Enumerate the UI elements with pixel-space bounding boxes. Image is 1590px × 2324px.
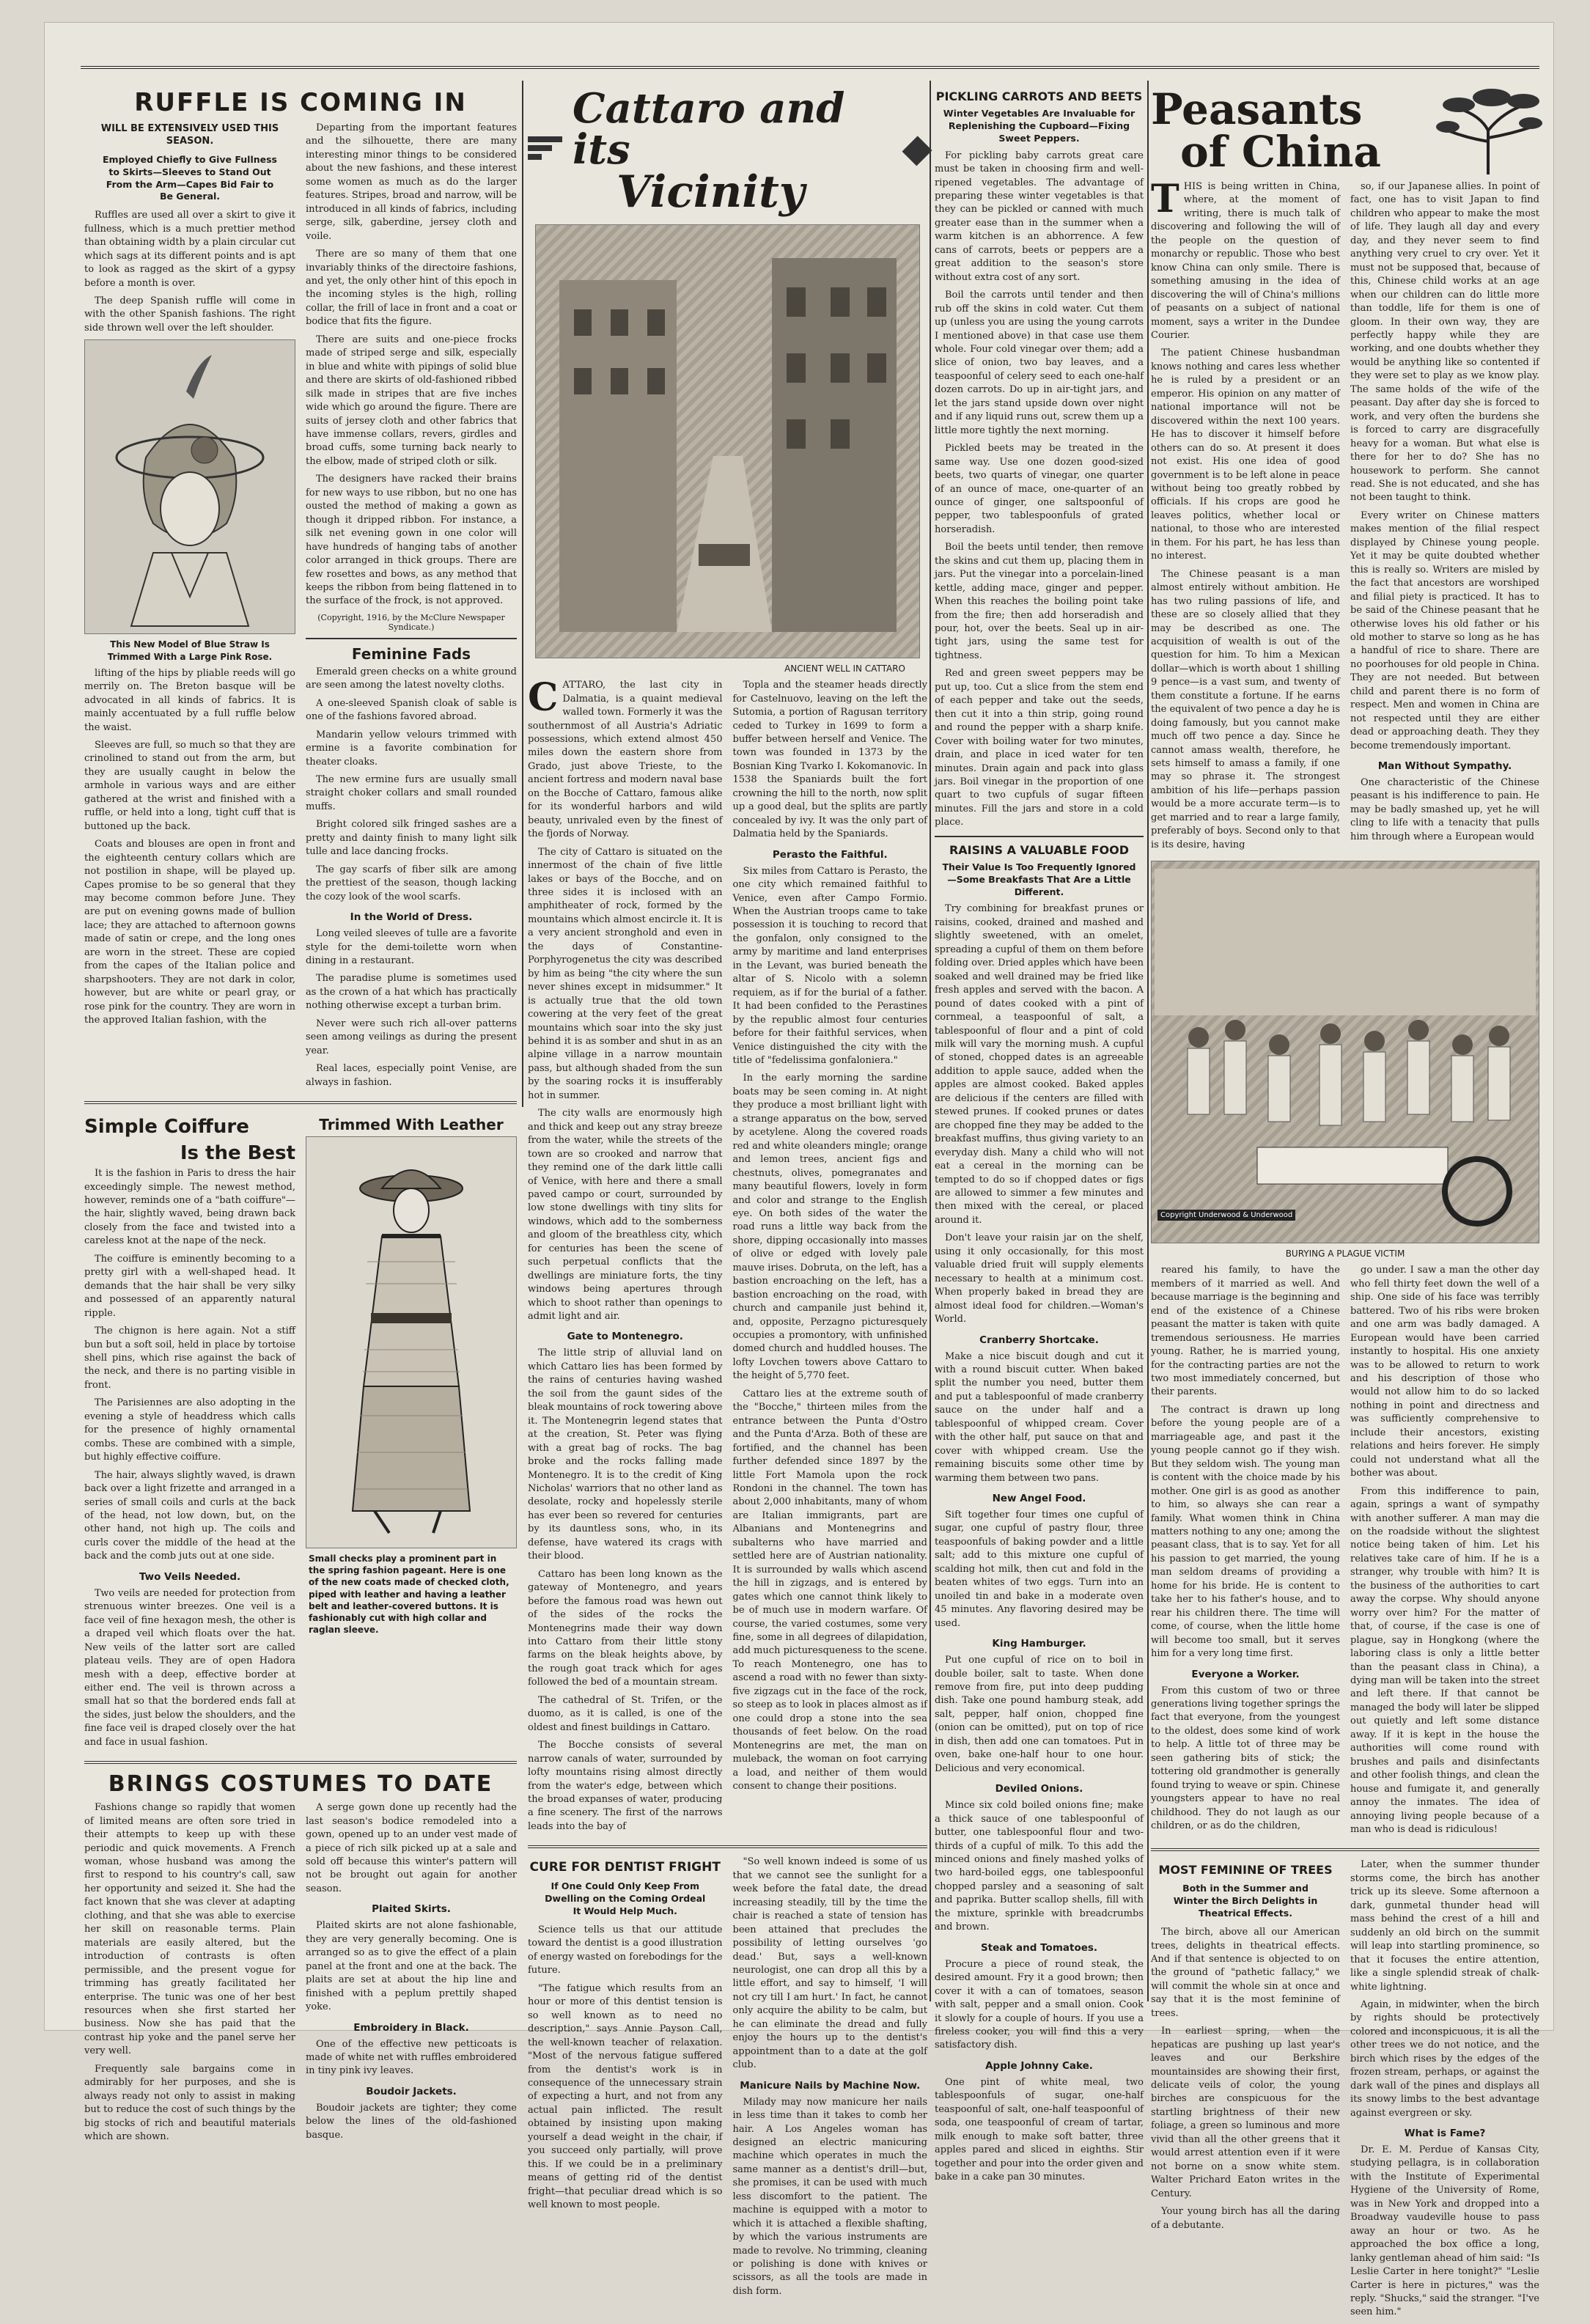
costumes-subhead: Plaited Skirts. <box>372 1903 451 1916</box>
paragraph: The patient Chinese husbandman knows nothing and cares less whether he is ruled by a president or an emperor. His opinion on any matter of national importance will not be discovered within the next 100 years. He has to discover it himself before others can do so. At present it does not exist. His one idea of good government is to be left alone in peace without being too greatly robbed by officials. If his crops are good he leaves politics, whether local or national, to those who are interested in them. For his part, he has less than no interest. <box>1151 348 1340 562</box>
ruffle-headline: RUFFLE IS COMING IN <box>134 88 467 117</box>
peasants-headline-block <box>1151 84 1539 177</box>
paragraph: Mince six cold boiled onions fine; make a thick sauce of one tablespoonful of butter, one tablespoonful flour and two-thirds of a cupful of milk. To this add the minced onions and finely mashed yolks of two hard-boiled eggs, one tablespoonful chopped parsley and a seasoning of salt and paprika. Butter scallop shells, fill with the mixture, sprinkle with breadcrumbs and brown. <box>935 1800 1144 1933</box>
paragraph: The gay scarfs of fiber silk are among the prettiest of the season, though lacking the cozy look of the wool scarfs. <box>306 864 517 902</box>
recipe-subhead: King Hamburger. <box>992 1638 1086 1650</box>
paragraph: The Parisiennes are also adopting in the evening a style of headdress which calls for the presence of highly ornamental combs. These are combined with a simple, but highly effective coiffure. <box>84 1397 295 1463</box>
paragraph: Six miles from Cattaro is Perasto, the one city which remained faithful to Venice, even after Campo Formio. When the Austrian troops came to take possession it is touching to record that the gonfalon, only consigned to the army by maritime and land enterprises in the Levant, was buried beneath the altar of S. Nicolo with a solemn requiem, as if for the burial of a father. It had been confided to the Perastines by the republic almost four centuries before for their faithful services, when Venice distinguished the city with the title of "fedelissima gonfaloniera." <box>732 865 927 1066</box>
paragraph: Real laces, especially point Venise, are always in fashion. <box>306 1063 517 1088</box>
paragraph: Long veiled sleeves of tulle are a favorite style for the demi-toilette worn when dining in a restaurant. <box>306 928 517 967</box>
paragraph: Milady may now manicure her nails in less time than it takes to comb her hair. A Los Angeles woman has designed an electric manicuring machine which operates in much the same manner as a dentist's drill—but, she promises, it can be used with much less discomfort to the patient. The machine is equipped with a motor to which it is attached a flexible shafting, by which the various instruments are made to revolve. No trimming, cleaning or polishing is done with knives or scissors, as all the tools are made in dish form. <box>732 2096 927 2297</box>
leather-caption: Small checks play a prominent part in the spring fashion pageant. Here is one of the new coats made of checked cloth, piped with leather and having a leather belt and leather-covered buttons. It is fashionably cut with high collar and raglan sleeve. <box>309 1553 509 1636</box>
trees-deck: Both in the Summer and Winter the Birch Delights in Theatrical Effects. <box>1173 1883 1318 1919</box>
recipe-subhead: Steak and Tomatoes. <box>980 1941 1098 1954</box>
ornament-icon <box>528 136 562 166</box>
paragraph: One of the effective new petticoats is made of white net with ruffles embroidered in tiny pink ivy leaves. <box>306 2038 517 2077</box>
paragraph: lifting of the hips by pliable reeds will go merrily on. The Breton basque will be advocated in all kinds of fabrics. It is mainly accentuated by a full ruffle below the waist. <box>84 667 295 733</box>
paragraph: Every writer on Chinese matters makes mention of the filial respect displayed by Chinese young people. Yet it may be quite doubted whether this is really so. Writers are misled by the fact that ancestors are worshiped and filial piety is practiced. It has to be said of the Chinese peasant that he otherwise loves his old father or his old mother to starve so long as he has a handful of rice to share. There are no poorhouses for old people in China. They are not needed. But between child and parent there is no form of respect. Men and women in China are not respected until they are either dead or approaching death. They they become tremendously important. <box>1350 510 1539 751</box>
raisins-deck: Their Value Is Too Frequently Ignored —Some Breakfasts That Are a Little Different. <box>942 861 1136 897</box>
paragraph: Procure a piece of round steak, the desired amount. Fry it a good brown; then cover it with a can of tomatoes, season with salt, pepper and a small onion. Cook it slowly for a couple of hours. If you use a fireless cooker, you will find this a very satisfactory dish. <box>935 1958 1144 2051</box>
divider <box>84 1101 517 1104</box>
paragraph: From this custom of two or three generations living together springs the fact that everyone, from the youngest to the oldest, does some kind of work to help. A little tot of three may be seen gathering bits of stick; the tottering old grandmother is generally found trying to weave or spin. Chinese youngsters appear to have no real childhood. They do not laugh as our children, or as do the children, <box>1151 1685 1340 1832</box>
raisins-headline: RAISINS A VALUABLE FOOD <box>949 842 1130 857</box>
paragraph: HIS is being written in China, where, at the moment of writing, there is much talk of discovering and following the will of the people on the question of monarchy or republic. Those who best know China can only smile. There is something amusing in the idea of discovering the will of China's millions of peasants on a subject of national moment, says a writer in the Dundee Courier. <box>1151 181 1340 341</box>
costumes-headline: BRINGS COSTUMES TO DATE <box>108 1771 493 1798</box>
paragraph: Boil the beets until tender, then remove the skins and cut them up, placing them in jars. Put the vinegar into a porcelain-lined kettle, adding mace, ginger and pepper. When this reaches the boiling point take from the fire; then add horseradish and pour, hot, over the beets. Seal up in air-tight jars, using the same test for tightness. <box>935 542 1144 661</box>
paragraph: Don't leave your raisin jar on the shelf, using it only occasionally, for this most valuable dried fruit will supply elements necessary to health at a minimum cost. When properly baked in bread they are almost ideal food for children.—Woman's World. <box>935 1232 1144 1325</box>
paragraph: Two veils are needed for protection from strenuous winter breezes. One veil is a face veil of fine hexagon mesh, the other is a draped veil which floats over the hat. New veils of the latter sort are called plateau veils. They are of open Hadora mesh with a deep, effective border at either end. The veil is thrown across a small hat so that the bordered ends fall at the sides, just below the shoulders, and the fine face veil is draped closely over the hat and face in usual fashion. <box>84 1587 295 1748</box>
paragraph: Try combining for breakfast prunes or raisins, cooked, drained and mashed and slightly sweetened, with an omelet, spreading a cupful of them on them before folding over. Dried apples which have been soaked and well drained may be fried like fresh apples and served with the bacon. A pound of dates cooked with a pint of cornmeal, a teaspoonful of salt, a tablespoonful of flour and a pint of cold milk will vary the morning mush. A cupful of stoned, chopped dates is an agreeable addition to apple sauce, added when the apples are almost cooked. Baked apples are delicious if the centers are filled with stewed prunes. If cooked prunes or dates are chopped fine they may be added to the breakfast muffins, thus giving variety to an everyday dish. Many a child who will not eat a cereal in the morning can be tempted to do so if chopped dates or figs are allowed to simmer a few minutes and then mixed with the cereal, or placed around it. <box>935 903 1144 1226</box>
paragraph: The little strip of alluvial land on which Cattaro lies has been formed by the rains of centuries having washed the soil from the gaunt sides of the bleak mountains of rock towering above it. The Montenegrin legend states that at the creation, St. Peter was flying with a great bag of rocks. The bag broke and the rocks falling made Montenegro. It is to the credit of King Nicholas' warriors that no other land as desolate, rocky and hopelessly sterile has ever been so revered for centuries by its dauntless sons, who, in its defense, have watered its crags with their blood. <box>528 1347 723 1562</box>
paragraph: so, if our Japanese allies. In point of fact, one has to visit Japan to find children who appear to make the most of life. They laugh all day and every day, and they never seem to find anything very cruel to cry over. Yet it must not be supposed that, because of this, Chinese child works at an age when our children can do little more than toddle, life for them is one of gloom. In their own way, they are perfectly happy while they are working, and one doubts whether they would be anything like so contented if they were set to play as we know play. The same holds of the wife of the peasant. Day after day she is forced to work, and very often the burdens she is forced to carry are disgracefully heavy for a woman. But what else is there for her to do? She has no housework to perform. She cannot read. She is not educated, and she has not been taught to think. <box>1350 181 1539 504</box>
plague-photo <box>1151 861 1539 1243</box>
woman-coat-icon <box>331 1144 492 1540</box>
crowd-scene-icon <box>1155 869 1536 1235</box>
dentist-deck: If One Could Only Keep From Dwelling on the Coming Ordeal It Would Help Much. <box>545 1880 706 1917</box>
cattaro-headline-1: Cattaro and its <box>573 84 845 174</box>
paragraph: The hair, always slightly waved, is drawn back over a light frizette and arranged in a series of small coils and curls at the back of the head, not low down, but, on the other hand, not high up. The coils and curls cover the middle of the head at the back and the comb juts out at one side. <box>84 1469 295 1562</box>
cattaro-subhead: Gate to Montenegro. <box>567 1331 683 1343</box>
leather-headline: Trimmed With Leather <box>319 1116 504 1134</box>
paragraph: ATTARO, the last city in Dalmatia, is a quaint medieval walled town. Formerly it was the southernmost of all Austria's Adriatic possessions, which extend almost 450 miles down the eastern shore from Grado, just above Trieste, to the ancient fortress and modern naval base on the Bocche of Cattaro, famous alike for its wonderful harbors and wild beauty, unrivaled even by the finest of the fjords of Norway. <box>528 680 723 840</box>
column-rule <box>522 81 523 1107</box>
paragraph: Make a nice biscuit dough and cut it with a round biscuit cutter. When baked split the number you need, butter them and put a tablespoonful of made cranberry sauce on the under half and a tablespoonful of whipped cream. Cover with the other half, put sauce on that and cover with whipped cream. Use the remaining biscuits some other time by warming them between two pans. <box>935 1350 1144 1484</box>
paragraph: The cathedral of St. Trifen, or the duomo, as it is called, is one of the oldest and finest buildings in Cattaro. <box>528 1694 723 1733</box>
column-peasants <box>1151 81 1539 2318</box>
paragraph: Topla and the steamer heads directly for Castelnuovo, leaving on the left the Sutomia, a portion of Ragusan territory ceded to Turkey in 1699 to form a buffer between herself and Venice. The town was founded in 1373 by the Bosnian King Tvarko I. Kokomanovic. In 1538 the Spaniards built the fort crowning the hill to the north, now split up a good deal, but the splits are partly concealed by ivy. It was the only part of Dalmatia held by the Spaniards. <box>732 680 927 840</box>
paragraph: Boil the carrots until tender and then rub off the skins in cold water. Cut them up (unless you are using the young carrots I mentioned above) in that case use them whole. Four cold vinegar over them; add a slice of onion, two bay leaves, and a teaspoonful of celery seed to each one-half dozen carrots. Do up in air-tight jars, and let the jars stand upside down over night and if any liquid runs out, screw them up a little more tightly the next morning. <box>935 290 1144 436</box>
paragraph: Again, in midwinter, when the birch by rights should be protectively colored and inconspicuous, it is all the other trees we do not notice, and the birch which rises by the edges of the frozen stream, perhaps, or against the dark wall of the pines and displays all its snowy limbs to the best advantage against evergreen or sky. <box>1350 1998 1539 2119</box>
fads-subhead: In the World of Dress. <box>350 911 473 924</box>
peasants-article-top <box>1151 177 1539 856</box>
paragraph: Boudoir jackets are tighter; they come below the lines of the old-fashioned basque. <box>306 2102 517 2141</box>
ruffle-caption: This New Model of Blue Straw Is Trimmed With a Large Pink Rose. <box>107 639 273 662</box>
ruffle-article <box>84 122 517 1094</box>
peasants-subhead: Everyone a Worker. <box>1191 1668 1300 1680</box>
leather-coat-illustration <box>306 1136 517 1548</box>
paragraph: Cattaro has been long known as the gateway of Montenegro, and years before the famous road was hewn out of the sides of the rocks the Montenegrins made their way down into Cattaro from their little stony farms on the bleak heights above, by the rough goat track which for ages followed the bed of a mountain stream. <box>528 1568 723 1688</box>
costumes-article <box>84 1801 517 2148</box>
cattaro-subhead: Perasto the Faithful. <box>772 848 888 861</box>
peasants-headline-1: Peasants <box>1151 84 1363 134</box>
copyright-line: (Copyright, 1916, by the McClure Newspaper Syndicate.) <box>317 612 505 632</box>
paragraph: The Chinese peasant is a man almost entirely without ambition. He has two ruling passions of life, and these are so closely allied that they may be described as one. The acquisition of wealth is out of the question for him. To him a Mexican dollar—which is worth about 1 shilling 9 pence—is a vast sum, and twenty of them constitute a fortune. If he earns the equivalent of two pence a day he is doing famously, but you cannot make much off two pence a day. Since he cannot amass wealth, therefore, he sets himself to amass a family, if one may so phrase it. The strongest ambition of his life—perhaps passion would be a more accurate term—is to get married and to rear a large family, preferably of boys. Second only to that is its desire, having <box>1151 568 1340 850</box>
paragraph: reared his family, to have the members of it married as well. And because marriage is the beginning and end of the existence of a Chinese peasant the matter is taken with quite tremendous seriousness. He marries young. Rather, he is married young, for the contracting parties are not the two most immediately concerned, but their parents. <box>1151 1265 1340 1398</box>
pickling-deck: Winter Vegetables Are Invaluable for Replenishing the Cupboard—Fixing Sweet Peppers. <box>943 108 1136 144</box>
coiffure-subhead: Two Veils Needed. <box>139 1570 241 1583</box>
paragraph: Red and green sweet peppers may be put up, too. Cut a slice from the stem end of each pepper and take out the seeds, then cut it into a thin strip, going round and round the pepper with a sharp knife. Cover with boiling water for two minutes, drain, and place in iced water for ten minutes. Drain again and pack into glass jars. Boil vinegar in the proportion of one quart to two cupfuls of sugar fifteen minutes. Fill the jars and store in a cold place. <box>935 668 1144 828</box>
recipe-subhead: Apple Johnny Cake. <box>985 2059 1093 2072</box>
paragraph: Put one cupful of rice on to boil in double boiler, salt to taste. When done remove from fire, put into deep pudding dish. Take one pound hamburg steak, add salt, pepper, half onion, chopped fine (onion can be omitted), put on top of rice in dish, then add one can tomatoes. Put in oven, bake one-half hour to one hour. Delicious and very economical. <box>935 1655 1144 1774</box>
paragraph: The city walls are enormously high and thick and keep out any stray breeze from the water, while the streets of the town are so crooked and narrow that they remind one of the dark little calli of Venice, with here and there a small paved campo or court, surrounded by low stone dwellings with tiny slits for windows, which add to the somberness and gloom of the breathless city, which for centuries has been the scene of such perpetual conflicts that the dwellings are miniature forts, the tiny windows being apertures through which to shoot rather than openings to admit light and air. <box>528 1108 723 1323</box>
column-recipes <box>935 81 1144 2183</box>
divider <box>306 638 517 639</box>
trees-headline: MOST FEMININE OF TREES <box>1158 1863 1333 1878</box>
paragraph: The chignon is here again. Not a stiff bun but a soft soil, held in place by tortoise shell pins, which rise against the back of the neck, and there is no parting visible in front. <box>84 1325 295 1391</box>
column-rule <box>1147 81 1149 2001</box>
paragraph: There are so many of them that one invariably thinks of the directoire fashions, and yet, the only other hint of this epoch in the incoming styles is the high, rolling collar, the frill of lace in front and a coat or bodice that fits the figure. <box>306 249 517 328</box>
dropcap: C <box>528 675 559 721</box>
paragraph: Pickled beets may be treated in the same way. Use one dozen good-sized beets, two quarts of vinegar, one quarter of an ounce of mace, one-quarter of an ounce of ginger, one saltspoonful of pepper, two tablespoonfuls of grated horseradish. <box>935 443 1144 535</box>
column-left <box>84 81 517 2143</box>
paragraph: "So well known indeed is some of us that we cannot see the sunlight for a week before the fatal date, the dread increasing steadily, till by the time the chair is reached a state of tension has been attained that precludes the possibility of letting ourselves 'go dead.' But, says a well-known neurologist, one can drop all this by a little effort, and say to himself, 'I will not cry till I am hurt.' In fact, he cannot only acquire the ability to be calm, but he can eliminate the dread and fully enjoy the hours up to the dentist's appointment than to a date at the golf club. <box>732 1856 927 2071</box>
ornament-icon <box>902 136 932 166</box>
paragraph: One pint of white meal, two tablespoonfuls of sugar, one-half teaspoonful of salt, one-half teaspoonful of soda, one teaspoonful of cream of tartar, milk enough to make soft batter, three apples pared and sliced in eighths. Stir together and pour into the order given and bake in a cake pan 30 minutes. <box>935 2076 1144 2183</box>
paragraph: The birch, above all our American trees, delights in theatrical effects. And if that sentence is objected to on the ground of "pathetic fallacy," we will commit the whole sin at once and say that it is the most feminine of trees. <box>1151 1927 1340 2019</box>
costumes-subhead: Embroidery in Black. <box>353 2021 469 2034</box>
hat-illustration <box>84 339 295 634</box>
paragraph: Later, when the summer thunder storms come, the birch has another trick up its sleeve. Some afternoon a dark, gunmetal thunder head will mass behind the crest of a hill and suddenly an old birch on the summit will leap into startling prominence, so that it focuses the entire attention, like a single splendid streak of chalk-white lightning. <box>1350 1859 1539 1993</box>
recipe-subhead: New Angel Food. <box>992 1493 1086 1505</box>
paragraph: go under. I saw a man the other day who fell thirty feet down the well of a ship. One side of his face was terribly battered. Two of his ribs were broken and one arm was badly damaged. A European would have been carried instantly to hospital. His one anxiety was to be allowed to return to work and his description of those who would not allow him to do so lacked nothing in point and directness and was sufficiently comprehensive to include their ancestors, existing relations and heirs forever. He simply could not understand what all the bother was about. <box>1350 1265 1539 1479</box>
divider <box>528 1845 927 1848</box>
cattaro-photo-caption: ANCIENT WELL IN CATTARO <box>784 663 905 674</box>
paragraph: The Bocche consists of several narrow canals of water, surrounded by lofty mountains rising almost directly from the water's edge, between which the broad expanses of water, producing a fine scenery. The first of the narrows leads into the bay of <box>528 1740 723 1832</box>
paragraph: Frequently sale bargains come in admirably for her purposes, and she is always ready not only to assist in making but to reduce the cost of such things by the big stocks of rich and beautiful materials which are shown. <box>84 2063 295 2143</box>
paragraph: Never were such rich all-over patterns seen among veilings as during the present year. <box>306 1018 517 1056</box>
manicure-headline: Manicure Nails by Machine Now. <box>740 2079 921 2092</box>
street-scene-icon <box>552 236 904 647</box>
peasants-subhead: Man Without Sympathy. <box>1377 760 1512 773</box>
paragraph: The deep Spanish ruffle will come in with the other Spanish fashions. The right side thrown well over the left shoulder. <box>84 295 295 334</box>
paragraph: For pickling baby carrots great care must be taken in choosing firm and well-ripened vegetables. The advantage of preparing these winter vegetables is that they can be pickled or canned with much greater ease than in the summer when a warm kitchen is an abhorrence. A few cans of carrots, beets or peppers are a great addition to the season's store without extra cost of any sort. <box>935 150 1144 283</box>
masthead-rule <box>81 66 1539 69</box>
paragraph: Mandarin yellow velours trimmed with ermine is a favorite combination for theater cloaks. <box>306 729 517 768</box>
paragraph: There are suits and one-piece frocks made of striped serge and silk, especially in blue and white with pipings of solid blue and there are skirts of old-fashioned ribbed silk made in stripes that are five inches wide which go around the figure. There are suits of jersey cloth and other fabrics that have immense collars, revers, girdles and broad cuffs, some turning back nearly to the elbow, made of striped cloth or silk. <box>306 334 517 467</box>
coiffure-leather-row <box>84 1111 517 1754</box>
paragraph: Emerald green checks on a white ground are seen among the latest novelty cloths. <box>306 666 517 691</box>
dentist-headline: CURE FOR DENTIST FRIGHT <box>529 1860 721 1875</box>
paragraph: The city of Cattaro is situated on the innermost of the chain of five little lakes or bays of the Bocche, and on three sides it is inclosed with an amphitheater of rock, formed by the mountains which almost encircle it. It is a very ancient stronghold and even in the days of Constantine-Porphyrogenetus the city was described by him as being "the city where the sun never shines except in midsummer." It is actually true that the old town cowering at the very feet of the great mountains which soar into the sky just behind it is as somber and shut in as an alpine village in a narrow mountain pass, but although shaded from the sun by the soaring rocks it is insufferably hot in summer. <box>528 846 723 1101</box>
paragraph: The designers have racked their brains for new ways to use ribbon, but no one has ousted the method of making a gown as though it dripped ribbon. For instance, a silk net evening gown in one color will have hundreds of hanging tabs of another color arranged in thick groups. There are few rosettes and bows, as any method that keeps the ribbon from being flattened in to the surface of the frock, is not approved. <box>306 474 517 607</box>
paragraph: The new ermine furs are usually small straight choker collars and small rounded muffs. <box>306 774 517 812</box>
paragraph: In the early morning the sardine boats may be seen coming in. At night they produce a most brilliant light with a strange apparatus on the bow, served by acetylene. Along the covered roads red and white oleanders mingle; orange and lemon trees, ancient figs and chestnuts, olives, pomegranates and many beautiful flowers, lovely in form and color and strange to the English eye. On both sides of the water the road runs a little way back from the shore, dipping occasionally into masses of olive or edged with lovely pale mauve irises. Dobruta, on the left, has a bastion encroaching on the left, has a bastion encroaching on the road, with church and campanile just behind it, and, opposite, Perzagno picturesquely occupies a promontory, with unfinished domed church and huddled houses. The lofty Lovchen towers above Cattaro to the height of 5,770 feet. <box>732 1073 927 1382</box>
paragraph: It is the fashion in Paris to dress the hair exceedingly simple. The newest method, however, reminds one of a "bath coiffure"—the hair, slightly waved, being drawn back closely from the face and twisted into a careless knot at the nape of the neck. <box>84 1168 295 1247</box>
recipe-subhead: Cranberry Shortcake. <box>979 1334 1099 1346</box>
fame-subhead: What is Fame? <box>1404 2128 1486 2140</box>
cattaro-headline-block <box>528 84 927 218</box>
paragraph: Your young birch has all the daring of a debutante. <box>1151 2206 1340 2231</box>
woman-hat-icon <box>102 348 278 626</box>
paragraph: "The fatigue which results from an hour or more of this dentist tension is so well known as to need no description," says Annie Payson Call, the well-known teacher of relaxation. "Most of the nervous fatigue suffered from the dentist's work is in consequence of the unnecessary strain of expecting a hurt, and not from any actual pain inflicted. The result obtained by insisting upon making yourself a dead weight in the chair, if you succeed only partially, will prove this. If we could be in a preliminary means of getting rid of the dentist fright—that peculiar dread which is so well known to most people. <box>528 1982 723 2211</box>
divider <box>935 836 1144 837</box>
cattaro-article <box>528 675 927 1838</box>
newspaper-page <box>44 22 1554 2318</box>
paragraph: Sleeves are full, so much so that they are crinolined to stand out from the arm, but they are usually caught in below the armhole in various ways and are either gathered at the wrist and finished with a ruffle, or held into a long, tight cuff that is buttoned up the back. <box>84 740 295 832</box>
trees-article <box>1151 1858 1539 2324</box>
column-cattaro <box>528 81 927 2297</box>
cattaro-photo <box>535 224 920 658</box>
coiffure-headline-2: Is the Best <box>180 1142 295 1165</box>
paragraph: In earliest spring, when the hepaticas are pushing up last year's leaves and our Berkshire mountainsides are showing their first, delicate veils of color, the young birches are conspicuous for the startling brightness of their new foliage, a green so luminous and more vivid than all the other greens that it would arrest attention even if it were not borne on a snow white stem. Walter Prichard Eaton writes in the Century. <box>1151 2026 1340 2199</box>
column-rule <box>930 81 931 2001</box>
ruffle-deck: Employed Chiefly to Give Fullness to Skirts—Sleeves to Stand Out From the Arm—Capes Bid Fair to Be General. <box>103 153 277 202</box>
plague-photo-caption: BURYING A PLAGUE VICTIM <box>1285 1249 1405 1260</box>
divider <box>84 1761 517 1764</box>
dropcap: T <box>1151 177 1179 221</box>
pickling-headline: PICKLING CARROTS AND BEETS <box>935 89 1143 103</box>
peasants-article-bottom <box>1151 1264 1539 1841</box>
paragraph: From this indifference to pain, again, springs a want of sympathy with another sufferer. A man may die on the roadside without the slightest notice being taken of him. Let his relatives take care of him. If he is a stranger, why trouble with him? It is the business of the authorities to cart away the corpse. Why should anyone worry over him? For the matter of that, of course, if the case is one of plague, say in Hongkong (where the laboring class is only a little better than the peasant class in China), a dying man will be taken into the street and left there. If that cannot be managed the body will later be slipped out quietly and left some distance away. If it is kept in the house the authorities will come round with brushes and pails and disinfectants and other foolish things, and clean the house and fumigate it, and generally annoy the inmates. The idea of annoying living people because of a man who is dead is ridiculous! <box>1350 1485 1539 1835</box>
costumes-subhead: Boudoir Jackets. <box>366 2085 457 2097</box>
paragraph: The coiffure is eminently becoming to a pretty girl with a well-shaped head. It demands that the hair shall be very silky and possessed of an apparently natural ripple. <box>84 1253 295 1319</box>
peasants-headline-2: of China <box>1180 127 1381 177</box>
recipe-subhead: Deviled Onions. <box>995 1783 1083 1795</box>
paragraph: Departing from the important features and the silhouette, there are many interesting minor things to be considered about the new fashions, and these interest some women as much as do the larger features. Stripes, broad and narrow, will be introduced in all kinds of fabrics, including serge, silk, gaberdine, jersey cloth and voile. <box>306 122 517 242</box>
paragraph: Dr. E. M. Perdue of Kansas City, studying pellagra, is in collaboration with the Institute of Experimental Hygiene of the University of Rome, was in New York and dropped into a Broadway vaudeville house to pass away an hour or two. As he approached the box office a long, lanky gentleman ahead of him said: "Is Leslie Carter in here tonight?" "Leslie Carter is here in pictures," was the reply. "Shucks," said the stranger. "I've seen him." <box>1350 2144 1539 2318</box>
paragraph: Ruffles are used all over a skirt to give it fullness, which is a much prettier method than obtaining width by a plain circular cut which sags at its different points and is apt to look as ragged as the skirt of a gypsy before a month is over. <box>84 210 295 289</box>
paragraph: Science tells us that our attitude toward the dentist is a good illustration of energy wasted on forebodings for the future. <box>528 1924 723 1976</box>
paragraph: One characteristic of the Chinese peasant is his indifference to pain. He may be badly smashed up, yet he will cling to life with a tenacity that pulls him through where a European would <box>1350 777 1539 842</box>
ruffle-subhead: WILL BE EXTENSIVELY USED THIS SEASON. <box>100 123 279 147</box>
paragraph: A serge gown done up recently had the last season's bodice remodeled into a gown, opened up to an under vest made of a piece of rich silk picked up at a sale and sold off because this winter's pattern will not be brought out again for another season. <box>306 1802 517 1894</box>
paragraph: Coats and blouses are open in front and the eighteenth century collars which are not postilion in shape, will be played up. Capes promise to be so general that they may become common before June. They are put on evening gowns made of bullion lace; they are attached to afternoon gowns made of satin or crepe, and the long ones are worn in the street. These are copied from the capes of the Italian police and sharpshooters. They are not dark in color, however, but are white or pearl gray, or rose pink for the country. They are worn in the approved Italian fashion, with the <box>84 839 295 1026</box>
cattaro-headline-2: Vicinity <box>617 166 805 218</box>
paragraph: The contract is drawn up long before the young people are of a marriageable age, and past it the young people cannot go if they wish. But they seldom wish. The young man is content with the choice made by his mother. One girl is as good as another to him, so always she can rear a family. What women think in China matters nothing to any one; among the peasant class, that is to say. Yet for all his passion to get married, the young man seldom dreams of providing a home for his bride. He is content to take her to his father's house, and to rear his children there. The time will come, of course, when the little home will become too small, but it serves him for a very long time first. <box>1151 1404 1340 1660</box>
photo-credit: Copyright Underwood & Underwood <box>1157 1210 1295 1221</box>
paragraph: Cattaro lies at the extreme south of the "Bocche," thirteen miles from the entrance between the Punta d'Ostro and the Punta d'Arza. Both of these are fortified, and the channel has been further defended since 1897 by the little Fort Mamola upon the rock Rondoni in the channel. The town has about 2,000 inhabitants, many of whom are Italian immigrants, part are Albanians and Montenegrins and subalterns who have married and settled here are of Austrian nationality. It is surrounded by walls which ascend the hill in zigzags, and is entered by gates which one cannot think likely to be of much use in modern warfare. Of course, the varied costumes, some very fine, some in all degrees of dilapidation, add much picturesqueness to the scene. To reach Montenegro, one has to ascend a road with no fewer than sixty-five zigzags cut in the face of the rock, so steep as to look in places almost as if one could drop a stone into the sea thousands of feet below. On the road Montenegrins are met, the man on muleback, the woman on foot carrying a load, and neither of them would consent to change their positions. <box>732 1388 927 1792</box>
paragraph: Bright colored silk fringed sashes are a pretty and dainty finish to many light silk tulle and lace dancing frocks. <box>306 819 517 858</box>
fads-headline: Feminine Fads <box>351 644 471 663</box>
paragraph: The paradise plume is sometimes used as the crown of a hat which has practically nothing otherwise except a turban brim. <box>306 973 517 1012</box>
paragraph: Fashions change so rapidly that women of limited means are often sore tried in their attempts to keep up with these periodic and quick movements. A French woman, whose husband was among the first to respond to his country's call, saw her opportunity and seized it. She had the fact known that she was clever at adapting clothing, and that she was able to exercise her skill on reasonable terms. Plain materials are easily altered, but the introduction of contrasts is often permissible, and the present vogue for trimming has greatly facilitated her enterprise. The tunic was one of her best resources when she first started her business. Now she has paid that the contrast hip yoke and the panel serve her very well. <box>84 1802 295 2057</box>
dentist-manicure-row <box>528 1856 927 2303</box>
paragraph: Sift together four times one cupful of sugar, one cupful of pastry flour, three teaspoonfuls of baking powder and a little salt; add to this mixture one cupful of scalding hot milk, then cut and fold in the beaten whites of two eggs. Turn into an unoiled tin and bake in a moderate oven 45 minutes. Any flavoring desired may be used. <box>935 1510 1144 1629</box>
paragraph: Plaited skirts are not alone fashionable, they are very generally becoming. One is arranged so as to give the effect of a plain panel at the front and one at the back. The plaits are set at about the hip line and finished with a peplum prettily shaped yoke. <box>306 1920 517 2013</box>
divider <box>1151 1848 1539 1851</box>
coiffure-headline-1: Simple Coiffure <box>84 1116 249 1139</box>
tree-icon <box>1437 87 1539 174</box>
paragraph: A one-sleeved Spanish cloak of sable is one of the fashions favored abroad. <box>306 697 517 723</box>
